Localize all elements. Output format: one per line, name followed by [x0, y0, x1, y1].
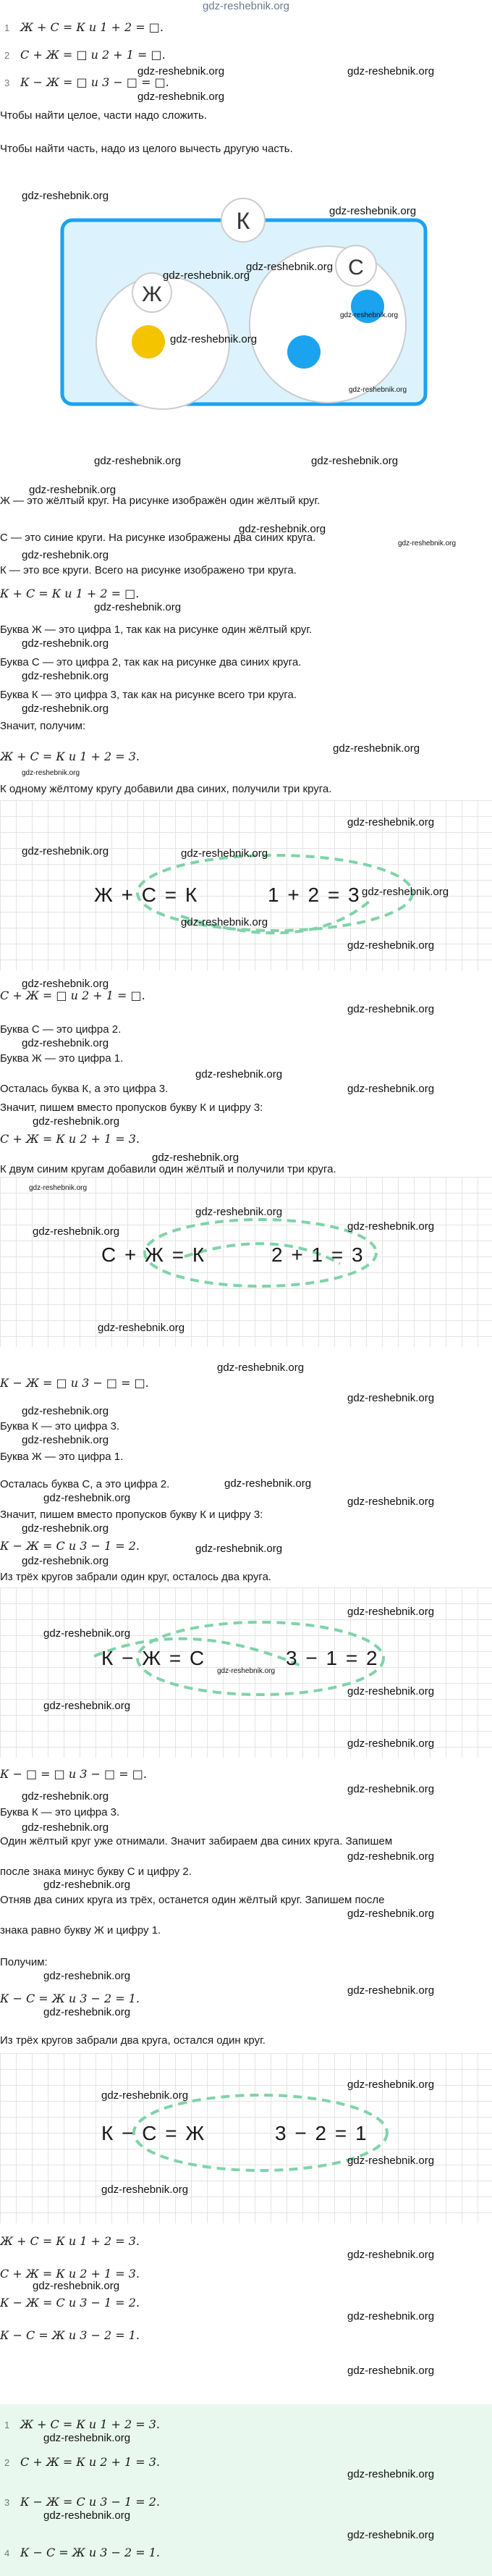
- watermark: gdz-reshebnik.org: [22, 637, 109, 650]
- list-text: С + Ж = К и 2 + 1 = 3.: [20, 2455, 161, 2469]
- watermark: gdz-reshebnik.org: [43, 1879, 131, 1891]
- watermark: gdz-reshebnik.org: [33, 1225, 120, 1238]
- explain-line: К − □ = □ и 3 − □ = □.: [0, 1767, 147, 1781]
- watermark: gdz-reshebnik.org: [181, 847, 268, 860]
- watermark: gdz-reshebnik.org: [43, 2006, 131, 2018]
- watermark: gdz-reshebnik.org: [195, 1206, 283, 1218]
- number-equation: 3 − 2 = 1: [275, 2122, 368, 2144]
- equation-grid: [0, 2053, 492, 2223]
- watermark: gdz-reshebnik.org: [347, 1495, 435, 1508]
- watermark: gdz-reshebnik.org: [398, 540, 457, 547]
- list-item: [0, 20, 164, 35]
- label-zh: Ж: [142, 282, 162, 306]
- list-number: 4: [4, 2548, 10, 2559]
- watermark: gdz-reshebnik.org: [98, 1322, 185, 1334]
- watermark: gdz-reshebnik.org: [347, 1850, 435, 1863]
- watermark: gdz-reshebnik.org: [43, 1627, 131, 1640]
- equation-grid: [0, 1177, 492, 1347]
- watermark: gdz-reshebnik.org: [43, 1970, 131, 1982]
- explain-line: С — это синие круги. На рисунке изображены два синих круга.: [0, 532, 316, 544]
- explain-line: К − Ж = С и 3 − 1 = 2.: [0, 1539, 140, 1553]
- answer-item: [0, 2546, 160, 2561]
- watermark: gdz-reshebnik.org: [22, 670, 109, 682]
- watermark: gdz-reshebnik.org: [22, 1790, 109, 1803]
- watermark: gdz-reshebnik.org: [347, 1984, 435, 1997]
- watermark: gdz-reshebnik.org: [43, 1492, 131, 1504]
- watermark: gdz-reshebnik.org: [347, 2365, 435, 2377]
- watermark: gdz-reshebnik.org: [347, 1083, 435, 1095]
- explain-line: К − Ж = □ и 3 − □ = □.: [0, 1376, 149, 1390]
- blue-circle: [287, 335, 321, 369]
- watermark: gdz-reshebnik.org: [347, 939, 435, 952]
- watermark: gdz-reshebnik.org: [217, 1362, 305, 1374]
- list-number: 1: [4, 22, 10, 33]
- watermark: gdz-reshebnik.org: [347, 816, 435, 828]
- list-item: [0, 75, 169, 91]
- letter-equation: С + Ж = К: [101, 1243, 206, 1266]
- watermark: gdz-reshebnik.org: [22, 1405, 109, 1417]
- label-s: С: [348, 256, 364, 280]
- watermark: gdz-reshebnik.org: [349, 386, 407, 394]
- explain-line: Буква К — это цифра 3.: [0, 1806, 120, 1818]
- rule-text: Чтобы найти часть, надо из целого вычесть другую часть.: [0, 143, 293, 155]
- watermark: gdz-reshebnik.org: [22, 190, 109, 202]
- explain-line: Один жёлтый круг уже отнимали. Значит забираем два синих круга. Запишем: [0, 1835, 393, 1847]
- summary-line: К − Ж = С и 3 − 1 = 2.: [0, 2296, 140, 2309]
- yellow-circle: [132, 325, 165, 358]
- watermark: gdz-reshebnik.org: [347, 65, 435, 77]
- watermark: gdz-reshebnik.org: [22, 845, 109, 857]
- watermark: gdz-reshebnik.org: [33, 1115, 120, 1128]
- watermark: gdz-reshebnik.org: [347, 1220, 435, 1233]
- answer-item: [0, 2455, 160, 2470]
- list-number: 3: [4, 2497, 10, 2508]
- equation-grid: [0, 1587, 492, 1758]
- watermark: gdz-reshebnik.org: [333, 742, 420, 755]
- watermark: gdz-reshebnik.org: [43, 2432, 131, 2444]
- watermark: gdz-reshebnik.org: [347, 1003, 435, 1015]
- watermark: gdz-reshebnik.org: [195, 1068, 283, 1081]
- explain-line: Осталась буква С, а это цифра 2.: [0, 1478, 170, 1490]
- watermark: gdz-reshebnik.org: [239, 523, 326, 535]
- watermark: gdz-reshebnik.org: [22, 702, 109, 715]
- circles-diagram: [0, 181, 492, 449]
- watermark: gdz-reshebnik.org: [22, 1821, 109, 1834]
- explain-line: Буква С — это цифра 2, так как на рисунке два синих круга.: [0, 656, 302, 668]
- watermark: gdz-reshebnik.org: [29, 1184, 88, 1192]
- explain-line: Буква К — это цифра 3, так как на рисунке всего три круга.: [0, 689, 297, 701]
- watermark: gdz-reshebnik.org: [22, 1037, 109, 1049]
- watermark: gdz-reshebnik.org: [347, 2468, 435, 2480]
- list-text: К − Ж = □ и 3 − □ = □.: [20, 75, 169, 89]
- watermark: gdz-reshebnik.org: [152, 1151, 239, 1164]
- watermark: gdz-reshebnik.org: [22, 1555, 109, 1567]
- watermark: gdz-reshebnik.org: [217, 1667, 276, 1675]
- list-item: [0, 48, 166, 63]
- watermark: gdz-reshebnik.org: [22, 769, 80, 777]
- list-number: 2: [4, 2457, 10, 2468]
- explain-line: К одному жёлтому кругу добавили два синих, получили три круга.: [0, 783, 332, 795]
- list-number: 1: [4, 2420, 10, 2430]
- explain-line: Из трёх кругов забрали два круга, остался один круг.: [0, 2034, 266, 2047]
- watermark: gdz-reshebnik.org: [22, 1434, 109, 1446]
- watermark: gdz-reshebnik.org: [137, 65, 225, 77]
- list-text: С + Ж = □ и 2 + 1 = □.: [20, 48, 166, 62]
- explain-line: С + Ж = К и 2 + 1 = 3.: [0, 1132, 140, 1146]
- watermark: gdz-reshebnik.org: [22, 1522, 109, 1535]
- watermark: gdz-reshebnik.org: [347, 1392, 435, 1404]
- explain-line: Буква К — это цифра 3.: [0, 1420, 120, 1432]
- explain-line: Из трёх кругов забрали один круг, осталось два круга.: [0, 1571, 272, 1583]
- watermark: gdz-reshebnik.org: [181, 916, 268, 928]
- explain-line: Осталась буква К, а это цифра 3.: [0, 1083, 169, 1095]
- number-equation: 1 + 2 = 3: [268, 884, 361, 906]
- summary-line: К − С = Ж и 3 − 2 = 1.: [0, 2328, 140, 2342]
- list-text: Ж + С = К и 1 + 2 = 3.: [20, 2417, 161, 2431]
- watermark: gdz-reshebnik.org: [43, 2509, 131, 2522]
- watermark: gdz-reshebnik.org: [33, 2280, 120, 2292]
- watermark: gdz-reshebnik.org: [311, 455, 399, 467]
- explain-line: Отняв два синих круга из трёх, останется один жёлтый круг. Запишем после: [0, 1894, 385, 1906]
- watermark: gdz-reshebnik.org: [329, 205, 417, 217]
- watermark: gdz-reshebnik.org: [347, 1685, 435, 1698]
- watermark: gdz-reshebnik.org: [362, 886, 449, 898]
- watermark: gdz-reshebnik.org: [94, 601, 182, 613]
- watermark: gdz-reshebnik.org: [94, 455, 182, 467]
- letter-equation: К − С = Ж: [101, 2122, 206, 2144]
- watermark: gdz-reshebnik.org: [347, 1783, 435, 1795]
- summary-line: Ж + С = К и 1 + 2 = 3.: [0, 2234, 140, 2248]
- list-text: К − Ж = С и 3 − 1 = 2.: [20, 2495, 161, 2509]
- explain-line: Ж + С = К и 1 + 2 = 3.: [0, 750, 140, 763]
- watermark: gdz-reshebnik.org: [22, 978, 109, 990]
- explain-line: С + Ж = □ и 2 + 1 = □.: [0, 989, 145, 1002]
- answer-item: [0, 2417, 160, 2433]
- letter-equation: К − Ж = С: [101, 1647, 206, 1669]
- watermark: gdz-reshebnik.org: [195, 1543, 283, 1555]
- explain-line: Значит, получим:: [0, 720, 86, 732]
- letter-equation: Ж + С = К: [94, 884, 199, 906]
- answer-item: [0, 2495, 160, 2510]
- list-text: К − С = Ж и 3 − 2 = 1.: [20, 2546, 161, 2559]
- watermark: gdz-reshebnik.org: [347, 1737, 435, 1750]
- number-equation: 3 − 1 = 2: [286, 1647, 379, 1669]
- watermark: gdz-reshebnik.org: [347, 2529, 435, 2541]
- number-equation: 2 + 1 = 3: [271, 1243, 365, 1266]
- rule-text: Чтобы найти целое, части надо сложить.: [0, 109, 208, 122]
- watermark: gdz-reshebnik.org: [347, 2310, 435, 2323]
- watermark: gdz-reshebnik.org: [137, 91, 225, 103]
- list-text: Ж + С = К и 1 + 2 = □.: [20, 20, 164, 34]
- watermark: gdz-reshebnik.org: [170, 333, 258, 345]
- explain-line: К + С = К и 1 + 2 = □.: [0, 587, 140, 600]
- explain-line: Значит, пишем вместо пропусков букву К и цифру 3:: [0, 1102, 263, 1114]
- site-header[interactable]: gdz-reshebnik.org: [202, 0, 290, 12]
- watermark: gdz-reshebnik.org: [163, 269, 250, 282]
- summary-line: С + Ж = К и 2 + 1 = 3.: [0, 2267, 140, 2281]
- watermark: gdz-reshebnik.org: [347, 2155, 435, 2167]
- explain-line: Буква Ж — это цифра 1, так как на рисунке один жёлтый круг.: [0, 624, 313, 636]
- watermark: gdz-reshebnik.org: [347, 2249, 435, 2261]
- explain-line: после знака минус букву С и цифру 2.: [0, 1866, 192, 1878]
- explain-line: знака равно букву Ж и цифру 1.: [0, 1924, 161, 1937]
- watermark: gdz-reshebnik.org: [340, 311, 399, 319]
- explain-line: К двум синим кругам добавили один жёлтый и получили три круга.: [0, 1163, 336, 1175]
- watermark: gdz-reshebnik.org: [22, 549, 109, 561]
- list-number: 3: [4, 77, 10, 88]
- explain-line: Значит, пишем вместо пропусков букву К и цифру 3:: [0, 1509, 263, 1521]
- watermark: gdz-reshebnik.org: [101, 2089, 189, 2102]
- watermark: gdz-reshebnik.org: [43, 1700, 131, 1712]
- watermark: gdz-reshebnik.org: [246, 261, 334, 273]
- watermark: gdz-reshebnik.org: [347, 1908, 435, 1920]
- label-k: К: [236, 208, 250, 234]
- explain-line: К — это все круги. Всего на рисунке изображено три круга.: [0, 564, 297, 576]
- dashed-arcs: [0, 1177, 492, 1347]
- explain-line: К − С = Ж и 3 − 2 = 1.: [0, 1992, 140, 2005]
- explain-line: Ж — это жёлтый круг. На рисунке изображён один жёлтый круг.: [0, 495, 321, 507]
- watermark: gdz-reshebnik.org: [224, 1477, 312, 1490]
- equation-grid: [0, 800, 492, 970]
- explain-line: Буква С — это цифра 2.: [0, 1023, 122, 1036]
- list-number: 2: [4, 50, 10, 61]
- watermark: gdz-reshebnik.org: [347, 1606, 435, 1618]
- watermark: gdz-reshebnik.org: [101, 2183, 189, 2196]
- explain-line: Буква Ж — это цифра 1.: [0, 1052, 124, 1065]
- explain-line: Получим:: [0, 1956, 48, 1968]
- watermark: gdz-reshebnik.org: [347, 2078, 435, 2091]
- watermark: gdz-reshebnik.org: [29, 484, 116, 496]
- explain-line: Буква Ж — это цифра 1.: [0, 1451, 124, 1463]
